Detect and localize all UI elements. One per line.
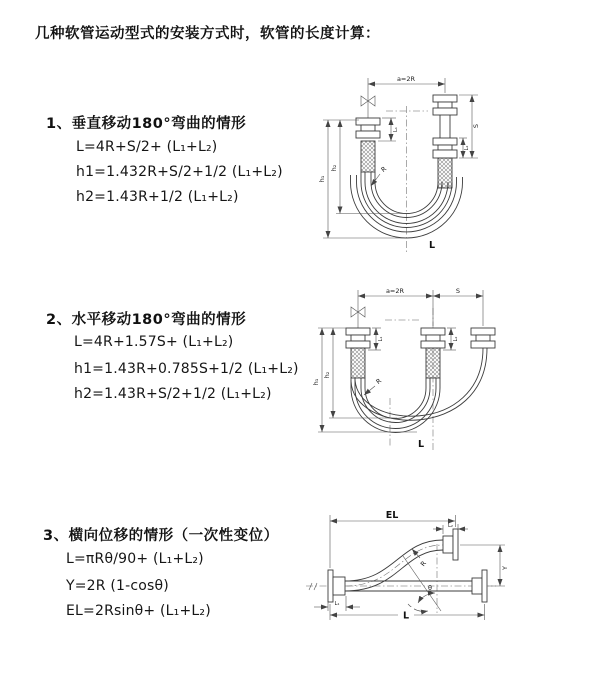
section-3-formula-Y: Y=2R (1-cosθ) [66,578,169,594]
hose-u-bend [351,378,440,433]
section-1-formula-h2: h2=1.43R+1/2 (L₁+L₂) [76,189,239,205]
dim-l2 [433,523,468,534]
left-flange [328,570,345,602]
dim-label-l2: L₂ [464,145,470,151]
middle-fitting [421,328,445,378]
section-2-formula-h2: h2=1.43R+S/2+1/2 (L₁+L₂) [74,386,272,402]
dim-label-a2r: a=2R [385,287,405,295]
dim-label-r: R [374,376,384,386]
section-1-formula-L: L=4R+S/2+ (L₁+L₂) [76,139,218,155]
section-3-heading: 3、横向位移的情形（一次性变位） [43,528,279,544]
dim-label-s: S [455,287,461,295]
dim-label-el: EL [385,510,399,521]
left-fitting [346,328,370,378]
braided-hose-section [438,158,452,188]
section-2-formula-L: L=4R+1.57S+ (L₁+L₂) [74,334,234,350]
dim-label-l1: L₁ [378,336,384,342]
dim-label-h2: h₂ [323,371,331,379]
braided-hose-section [351,348,365,378]
dim-l1 [378,118,399,141]
dim-label-y: Y [501,566,509,570]
dim-label-r: R [379,164,389,174]
dim-l2 [459,138,470,158]
section-2-heading: 2、水平移动180°弯曲的情形 [46,312,247,328]
right-lower-flange [472,570,487,602]
page-title: 几种软管运动型式的安装方式时，软管的长度计算： [35,26,380,42]
right-fitting-lower [433,138,457,188]
dim-l [418,439,424,450]
dim-label-theta: θ [428,584,432,592]
radius-leader [364,377,383,395]
diagram-horizontal-180-bend [305,280,583,472]
hose-u-bend-displaced [351,348,487,420]
dim-s [433,287,483,296]
dim-label-h2: h₂ [330,164,338,172]
section-1-formula-h1: h1=1.432R+S/2+1/2 (L₁+L₂) [76,164,283,180]
dim-label-a2r: a=2R [396,75,416,83]
dim-l1 [314,596,360,611]
dim-label-l1: L₁ [334,601,340,607]
section-2-formula-h1: h1=1.43R+0.785S+1/2 (L₁+L₂) [74,361,299,377]
right-fitting-upper [433,95,457,138]
dim-el [330,510,456,568]
section-1-heading: 1、垂直移动180°弯曲的情形 [46,116,247,132]
dim-l [330,604,485,622]
dim-label-l: L [428,240,436,251]
right-upper-flange [443,529,458,560]
braided-hose-section [426,348,440,378]
dim-label-l1: L₁ [393,127,399,132]
left-fitting [356,118,380,172]
dim-label-h1: h₁ [312,378,320,386]
valve-icon [361,94,375,118]
diagram-vertical-180-bend [310,70,565,262]
dim-a2r [358,287,483,326]
dim-label-r: R [418,559,428,569]
section-3-formula-EL: EL=2Rsinθ+ (L₁+L₂) [66,603,211,619]
right-fitting-displaced [471,328,495,348]
dim-label-s: S [472,123,480,129]
dim-label-l: L [402,610,410,622]
dim-l [429,240,435,251]
dim-label-l2: L₂ [453,336,459,342]
valve-icon [351,305,365,328]
dim-label-h1: h₁ [318,175,326,183]
diagram-lateral-displacement [300,500,600,662]
section-3-formula-L: L=πRθ/90+ (L₁+L₂) [66,551,204,567]
dim-label-l2: L₂ [448,523,453,529]
dim-a2r [368,75,445,94]
dim-label-l: L [417,439,425,450]
braided-hose-section [361,141,375,172]
